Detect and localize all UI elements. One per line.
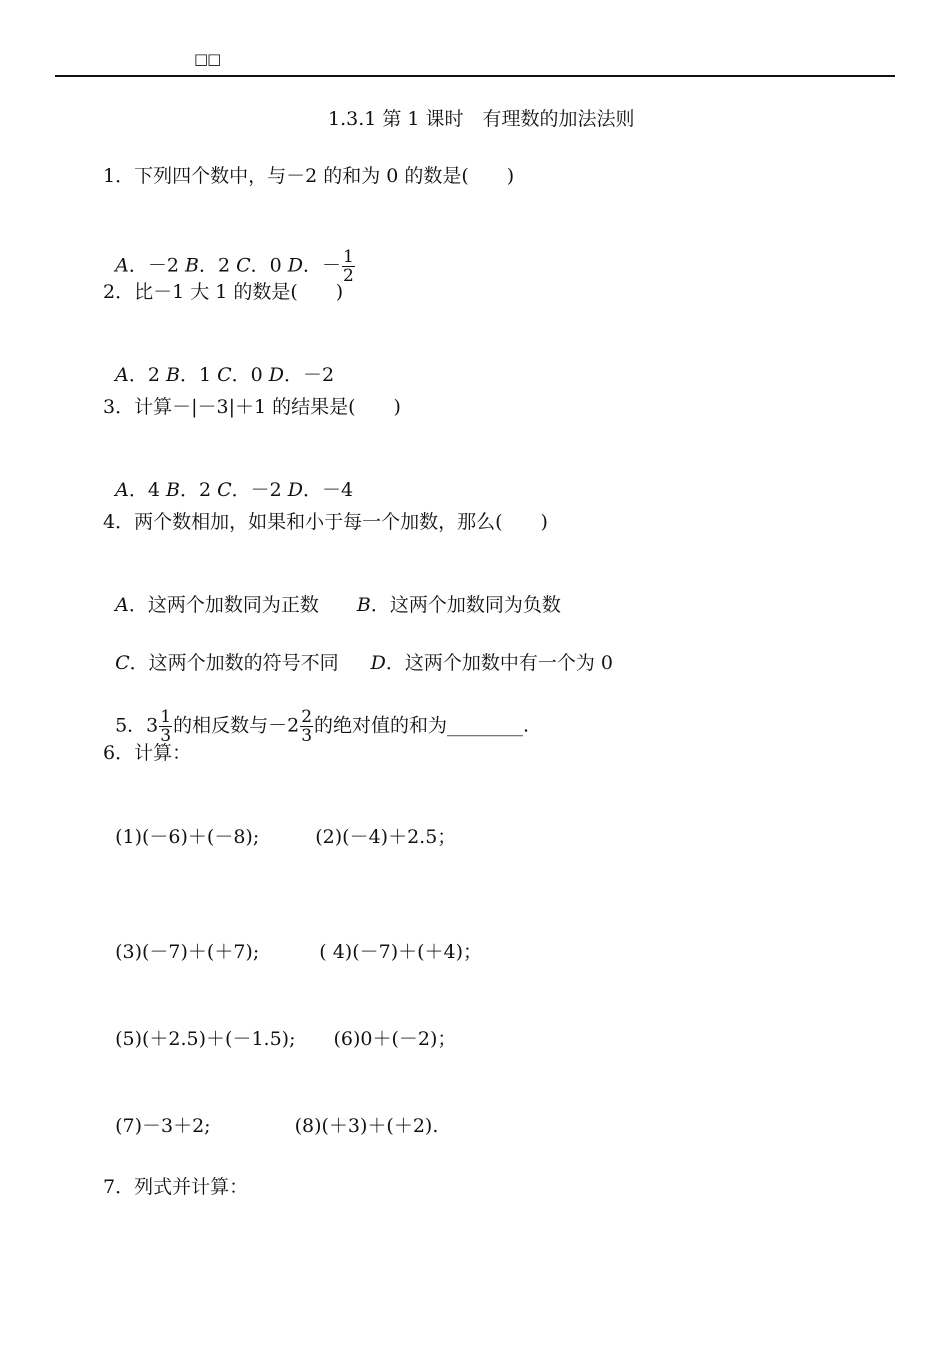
q6-row-3	[103, 1000, 456, 1052]
q1-option-b-value: ．2	[198, 254, 237, 277]
q6-part-4: ( 4)(－7)＋(＋4)；	[319, 941, 483, 963]
q5-fraction-2	[300, 708, 313, 745]
q2-option-a-label: A	[115, 364, 129, 386]
fraction-denominator: 2	[343, 266, 354, 286]
question-2-stem: 2．比－1 大 1 的数是( )	[103, 281, 344, 303]
q6-part-7: (7)－3＋2;	[115, 1115, 211, 1137]
q6-row-1	[103, 798, 456, 850]
q3-option-a-label: A	[115, 479, 129, 501]
question-3-stem: 3．计算－|－3|＋1 的结果是( )	[103, 396, 401, 418]
q1-option-a-label: A	[115, 254, 129, 277]
question-4-options-cd	[103, 624, 613, 676]
q4-option-b-value: ．这两个加数同为负数	[370, 594, 561, 616]
q4-option-c-value: ．这两个加数的符号不同	[129, 652, 339, 674]
q1-option-c-label: C	[236, 254, 251, 277]
q4-option-c-label: C	[115, 652, 130, 674]
q1-option-d-label: D	[287, 254, 303, 277]
q6-part-8: (8)(＋3)＋(＋2).	[294, 1115, 439, 1137]
fraction-numerator: 1	[160, 707, 172, 727]
q3-option-b-value: ．2	[179, 479, 218, 501]
fraction-numerator: 1	[343, 247, 354, 267]
q1-option-d-fraction	[342, 248, 355, 285]
q6-part-2: (2)(－4)＋2.5；	[315, 826, 457, 848]
question-1-stem: 1．下列四个数中，与－2 的和为 0 的数是( )	[103, 165, 515, 187]
q6-part-5: (5)(＋2.5)＋(－1.5);	[115, 1028, 296, 1050]
q2-option-a-value: ．2	[128, 364, 166, 386]
page-title: 1.3.1 第 1 课时 有理数的加法法则	[328, 108, 635, 130]
q4-option-a-label: A	[115, 594, 129, 616]
q1-option-d-value: ．－	[303, 254, 342, 277]
q1-option-b-label: B	[184, 254, 199, 277]
fraction-denominator: 3	[160, 726, 172, 746]
q3-option-b-label: B	[165, 479, 180, 501]
q4-option-a-value: ．这两个加数同为正数	[128, 594, 319, 616]
q4-option-d-label: D	[370, 652, 386, 674]
q1-option-c-value: ．0	[250, 254, 288, 277]
q4-option-d-value: ．这两个加数中有一个为 0	[385, 652, 614, 674]
question-4-stem: 4．两个数相加，如果和小于每一个加数，那么( )	[103, 511, 548, 533]
q3-option-c-label: C	[217, 479, 232, 501]
q3-option-d-label: D	[287, 479, 303, 501]
question-1-options	[103, 222, 356, 285]
header-rule	[55, 75, 895, 77]
q2-option-d-value: ．－2	[284, 364, 335, 386]
question-2-options	[103, 336, 334, 388]
q5-prefix: 5．3	[115, 714, 159, 737]
fraction-numerator: 2	[301, 707, 313, 727]
q4-option-b-label: B	[356, 594, 371, 616]
q3-option-c-value: ．－2	[231, 479, 288, 501]
q2-option-b-value: ．1	[179, 364, 218, 386]
q2-option-b-label: B	[165, 364, 180, 386]
question-5	[103, 682, 529, 745]
question-7-stem: 7．列式并计算：	[103, 1176, 249, 1198]
q2-option-c-value: ．0	[231, 364, 269, 386]
fraction-denominator: 3	[301, 726, 313, 746]
q5-middle: 的相反数与－2	[173, 714, 300, 737]
q1-option-a-value: ．－2	[128, 254, 185, 277]
question-4-options-ab	[103, 566, 561, 618]
q6-row-4	[103, 1087, 438, 1139]
q6-part-6: (6)0＋(－2)；	[333, 1028, 457, 1050]
question-3-options	[103, 451, 353, 503]
q6-part-3: (3)(－7)＋(＋7);	[115, 941, 260, 963]
q3-option-d-value: ．－4	[303, 479, 354, 501]
q6-part-1: (1)(－6)＋(－8);	[115, 826, 260, 848]
q2-option-d-label: D	[268, 364, 284, 386]
question-6-stem: 6．计算：	[103, 742, 192, 764]
q6-row-2	[103, 913, 482, 965]
header-mark: □□	[194, 50, 221, 68]
q5-suffix: 的绝对值的和为________.	[314, 714, 530, 737]
q3-option-a-value: ．4	[128, 479, 166, 501]
q2-option-c-label: C	[217, 364, 232, 386]
